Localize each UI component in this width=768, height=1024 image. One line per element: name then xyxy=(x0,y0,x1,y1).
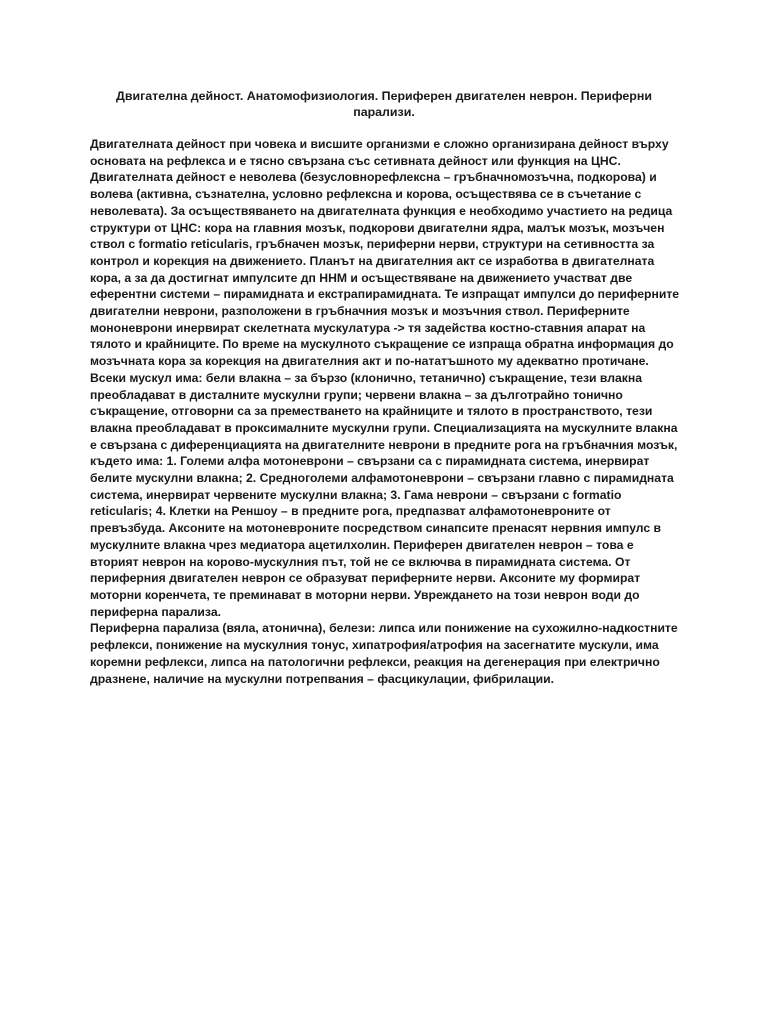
paralysis-description: (вяла, атонична), белези: липса или понижение на сухожилно-надкостните рефлекси, понижение на мускулния тонус, хипатрофия/атрофия на засегнатите мускули, има коремни рефлекси, липса на патологични рефлекси, реакция на дегенерация при електрично дразнене, наличие на мускулни потрепвания – фасцикулации, фибрилации. xyxy=(90,621,678,686)
paralysis-paragraph xyxy=(90,620,680,687)
main-paragraph: Двигателната дейност при човека и висшите организми е сложно организирана дейност върху основата на рефлекса и е тясно свързана със сетивната дейност или функция на ЦНС. Двигателната дейност е неволева (безусловнорефлексна – гръбначномозъчна, подкорова) и волева (активна, съзнателна, условно рефлексна и корова, осъществява се в съчетание с неволевата). За осъществяването на двигателната функция е необходимо участието на редица структури от ЦНС: кора на главния мозък, подкорови двигателни ядра, малък мозък, мозъчен ствол с formatio reticularis, гръбначен мозък, периферни нерви, структури на сетивността за контрол и корекция на движението. Планът на двигателния акт се изработва в двигателната кора, а за да достигнат импулсите дп ННМ и осъществяване на движението участват две еферентни системи – пирамидната и екстрапирамидната. Те изпращат импулси до периферните двигателни неврони, разположени в гръбначния мозък и мозъчния ствол. Периферните мононеврони инервират скелетната мускулатура -> тя задейства костно-ставния апарат на тялото и крайниците. По време на мускулното съкращение се изпраща обратна информация до мозъчната кора за корекция на двигателния акт и по-нататъшното му адекватно протичане. Всеки мускул има: бели влакна – за бързо (клонично, тетанично) съкращение, тези влакна преобладават в дисталните мускулни групи; червени влакна – за дълготрайно тонично съкращение, отговорни са за преместването на крайниците и тялото в пространството, тези влакна преобладават в проксималните мускулни групи. Специализацията на мускулните влакна е свързана с диференциацията на двигателните неврони в предните рога на гръбначния мозък, където има: 1. Големи алфа мотоневрони – свързани са с пирамидната система, инервират белите мускулни влакна; 2. Средноголеми алфамотоневрони – свързани главно с пирамидната система, инервират червените мускулни влакна; 3. Гама неврони – свързани с formatio reticularis; 4. Клетки на Реншоу – в предните рога, предпазват алфамотоневроните от превъзбуда. Аксоните на мотоневроните посредством синапсите пренасят нервния импулс в мускулните влакна чрез медиатора ацетилхолин. Периферен двигателен неврон – това е вторият неврон на корово-мускулния път, той не се включва в пирамидната система. От периферния двигателен неврон се образуват периферните нерви. Аксоните му формират моторни коренчета, те преминават в моторни нерви. Увреждането на този неврон води до периферна парализа. xyxy=(90,137,680,619)
document-title: Двигателна дейност. Анатомофизиология. Периферен двигателен неврон. Периферни парализи. xyxy=(116,89,652,119)
paralysis-heading: Периферна парализа xyxy=(90,621,219,636)
document-body xyxy=(90,136,680,687)
